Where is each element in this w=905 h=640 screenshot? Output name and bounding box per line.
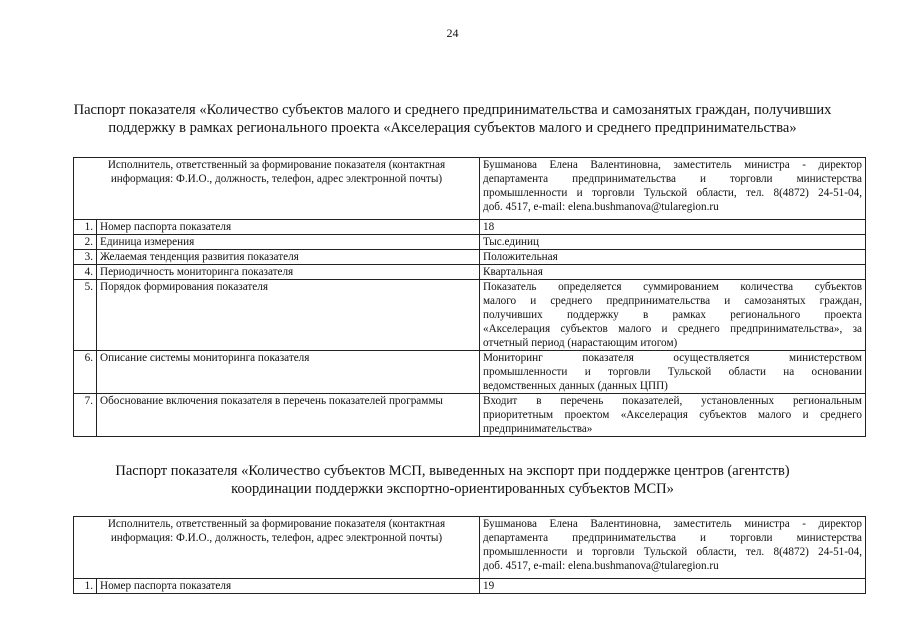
table-row — [74, 250, 866, 265]
row-label: Порядок формирования показателя — [97, 280, 480, 351]
table-row — [74, 235, 866, 250]
row-value: Тыс.единиц — [480, 235, 866, 250]
row-number: 3. — [74, 250, 97, 265]
page-number: 24 — [446, 26, 459, 40]
table-row — [74, 394, 866, 437]
executor-row — [74, 517, 866, 579]
row-value: 18 — [480, 220, 866, 235]
executor-value: Бушманова Елена Валентиновна, заместитель министра - директор департамента предпринимательства и торговли министерства промышленности и торговли Тульской области, тел. 8(4872) 24-51-04, доб. 4517, e-mail: elena.bushmanova@tularegion.ru — [480, 158, 866, 220]
table-row — [74, 579, 866, 594]
row-label: Номер паспорта показателя — [97, 579, 480, 594]
row-number: 6. — [74, 351, 97, 394]
indicator-table-1 — [73, 157, 866, 437]
row-number: 1. — [74, 220, 97, 235]
row-label: Номер паспорта показателя — [97, 220, 480, 235]
section-title-1 — [40, 101, 865, 137]
row-label: Обоснование включения показателя в перечень показателей программы — [97, 394, 480, 437]
title-line: координации поддержки экспортно-ориентированных субъектов МСП» — [231, 481, 674, 497]
row-value: Квартальная — [480, 265, 866, 280]
indicator-table-2 — [73, 516, 866, 594]
table-row — [74, 220, 866, 235]
table-row — [74, 351, 866, 394]
table-row — [74, 265, 866, 280]
title-line: поддержку в рамках регионального проекта «Акселерация субъектов малого и среднего предпринимательства» — [108, 120, 797, 136]
section-title-2 — [40, 462, 865, 498]
row-value: Показатель определяется суммированием количества субъектов малого и среднего предпринимательства и самозанятых граждан, получивших поддержку в рамках регионального проекта «Акселерация субъектов малого и среднего предпринимательства», за отчетный период (нарастающим итогом) — [480, 280, 866, 351]
row-number: 4. — [74, 265, 97, 280]
row-label: Описание системы мониторинга показателя — [97, 351, 480, 394]
row-value: 19 — [480, 579, 866, 594]
table-row — [74, 280, 866, 351]
row-value: Входит в перечень показателей, установленных региональным приоритетным проектом «Акселерация субъектов малого и среднего предпринимательства» — [480, 394, 866, 437]
executor-label: Исполнитель, ответственный за формирование показателя (контактная информация: Ф.И.О., должность, телефон, адрес электронной почты) — [74, 158, 480, 220]
row-label: Единица измерения — [97, 235, 480, 250]
row-number: 1. — [74, 579, 97, 594]
row-number: 7. — [74, 394, 97, 437]
row-value: Мониторинг показателя осуществляется министерством промышленности и торговли Тульской области на основании ведомственных данных (данных ЦПП) — [480, 351, 866, 394]
row-value: Положительная — [480, 250, 866, 265]
executor-value: Бушманова Елена Валентиновна, заместитель министра - директор департамента предпринимательства и торговли министерства промышленности и торговли Тульской области, тел. 8(4872) 24-51-04, доб. 4517, e-mail: elena.bushmanova@tularegion.ru — [480, 517, 866, 579]
row-number: 5. — [74, 280, 97, 351]
row-label: Периодичность мониторинга показателя — [97, 265, 480, 280]
row-label: Желаемая тенденция развития показателя — [97, 250, 480, 265]
executor-row — [74, 158, 866, 220]
row-number: 2. — [74, 235, 97, 250]
title-line: Паспорт показателя «Количество субъектов малого и среднего предпринимательства и самозанятых граждан, получивших — [73, 102, 832, 118]
title-line: Паспорт показателя «Количество субъектов МСП, выведенных на экспорт при поддержке центров (агентств) — [115, 463, 790, 479]
executor-label: Исполнитель, ответственный за формирование показателя (контактная информация: Ф.И.О., должность, телефон, адрес электронной почты) — [74, 517, 480, 579]
